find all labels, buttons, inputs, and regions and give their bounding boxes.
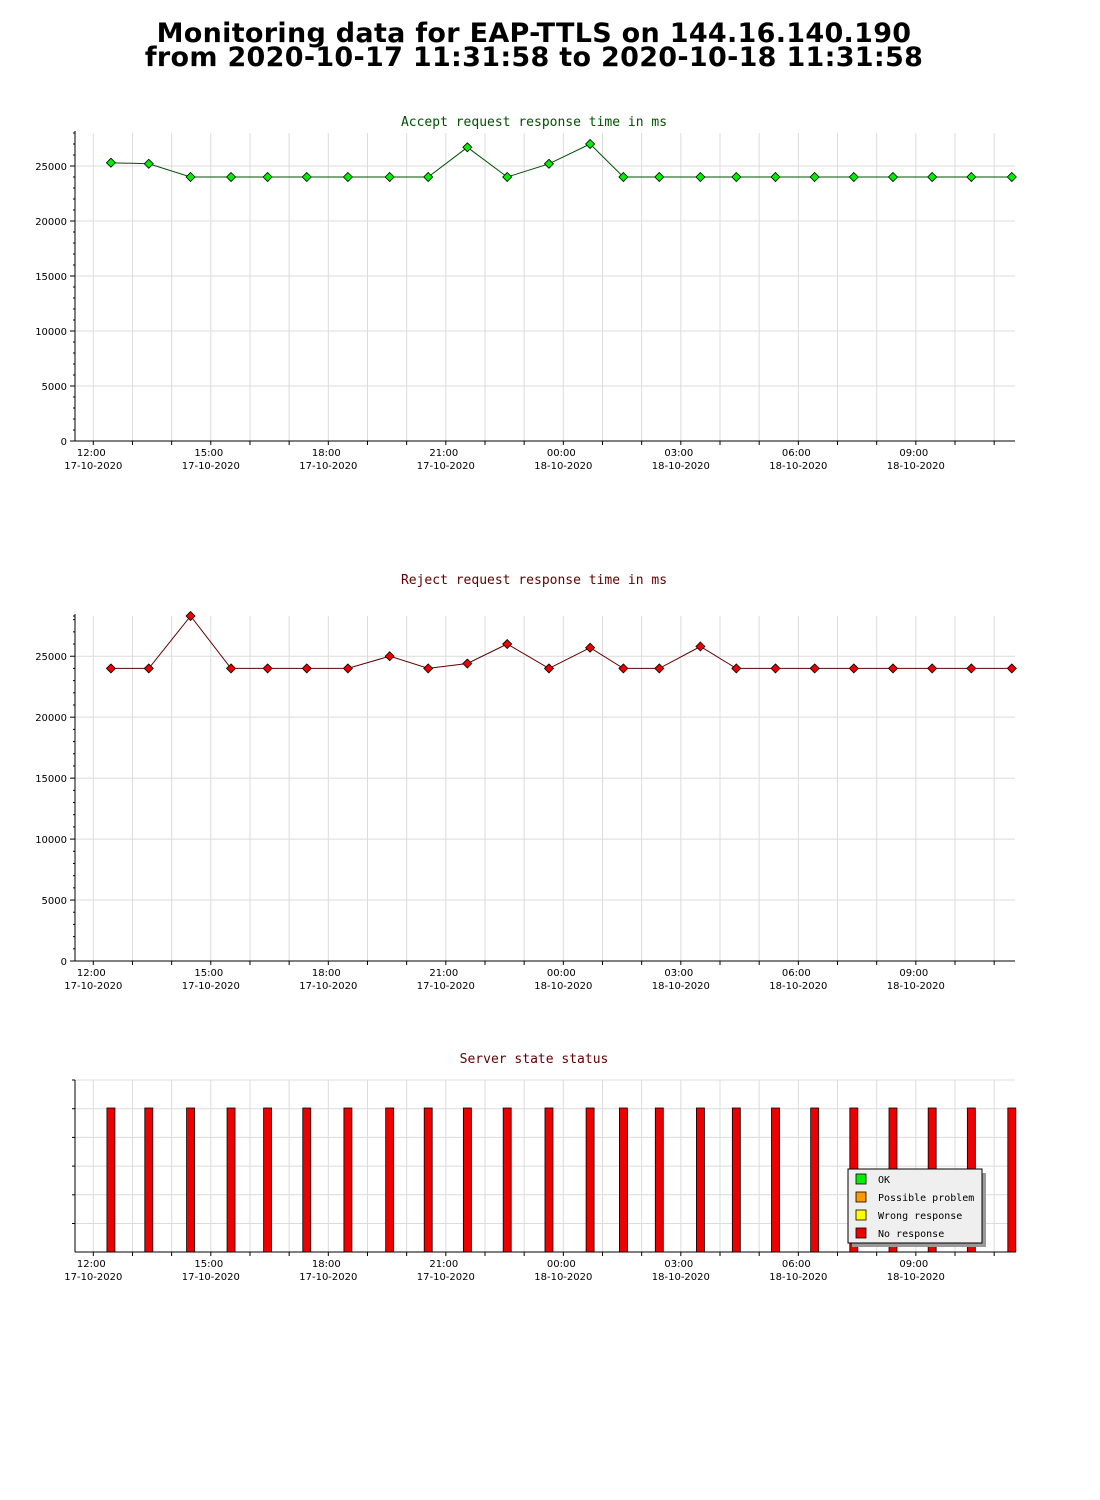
chart-title: Reject request response time in ms — [400, 573, 668, 588]
x-tick-label-time: 09:00 — [899, 448, 929, 459]
data-point — [424, 173, 433, 182]
data-point — [928, 173, 937, 182]
data-point — [967, 173, 976, 182]
x-tick-label-date: 17-10-2020 — [181, 981, 240, 992]
x-tick-label-time: 12:00 — [76, 1259, 106, 1270]
x-tick-label-time: 00:00 — [546, 968, 576, 979]
data-point — [544, 159, 553, 168]
x-tick-label-date: 17-10-2020 — [181, 1272, 240, 1283]
y-tick-label: 0 — [60, 437, 67, 448]
status-bar — [303, 1108, 311, 1252]
data-point — [263, 173, 272, 182]
x-tick-label-time: 21:00 — [429, 968, 459, 979]
x-tick-label-time: 21:00 — [429, 1259, 459, 1270]
line-chart-2 — [35, 573, 1016, 992]
x-tick-label-date: 18-10-2020 — [651, 1272, 710, 1283]
status-bar — [264, 1108, 272, 1252]
data-point — [186, 612, 195, 621]
x-tick-label-date: 18-10-2020 — [886, 461, 945, 472]
x-tick-label-time: 03:00 — [664, 1259, 694, 1270]
status-bar — [696, 1108, 704, 1252]
x-tick-label-date: 17-10-2020 — [64, 1272, 123, 1283]
x-tick-label-time: 09:00 — [899, 1259, 929, 1270]
data-point — [544, 664, 553, 673]
data-point — [586, 643, 595, 652]
x-tick-label-date: 18-10-2020 — [769, 1272, 828, 1283]
status-bar — [187, 1108, 195, 1252]
x-tick-label-date: 17-10-2020 — [416, 461, 475, 472]
x-tick-label-time: 15:00 — [194, 448, 224, 459]
data-point — [732, 173, 741, 182]
y-tick-label: 5000 — [41, 382, 67, 393]
data-point — [144, 664, 153, 673]
data-point — [463, 143, 472, 152]
x-tick-label-date: 17-10-2020 — [299, 981, 358, 992]
x-tick-label-date: 17-10-2020 — [64, 461, 123, 472]
data-point — [655, 173, 664, 182]
y-tick-label: 15000 — [35, 774, 67, 786]
x-tick-label-time: 00:00 — [546, 448, 576, 459]
data-point — [810, 173, 819, 182]
status-bar — [424, 1108, 432, 1252]
y-tick-label: 25000 — [35, 162, 67, 173]
data-point — [144, 159, 153, 168]
status-bar — [619, 1108, 627, 1252]
data-point — [227, 664, 236, 673]
chart-title: Accept request response time in ms — [400, 115, 668, 130]
data-point — [655, 664, 664, 673]
x-tick-label-time: 03:00 — [664, 968, 694, 979]
status-bar — [107, 1108, 115, 1252]
y-tick-label: 25000 — [35, 652, 67, 664]
chart-title: Server state status — [459, 1052, 609, 1067]
data-point — [696, 173, 705, 182]
x-tick-label-date: 18-10-2020 — [534, 981, 593, 992]
x-tick-label-date: 18-10-2020 — [651, 461, 710, 472]
data-point — [928, 664, 937, 673]
x-tick-label-time: 18:00 — [311, 448, 341, 459]
legend-swatch — [856, 1228, 866, 1238]
x-tick-label-date: 18-10-2020 — [651, 981, 710, 992]
data-point — [343, 173, 352, 182]
data-point — [732, 664, 741, 673]
status-bar — [811, 1108, 819, 1252]
data-point — [227, 173, 236, 182]
x-tick-label-time: 18:00 — [311, 968, 341, 979]
legend-swatch — [856, 1174, 866, 1184]
page-title-line-1: Monitoring data for EAP-TTLS on 144.16.140.190 — [156, 18, 912, 49]
status-bar — [771, 1108, 779, 1252]
data-point — [503, 173, 512, 182]
x-tick-label-time: 06:00 — [781, 1259, 811, 1270]
data-point — [343, 664, 352, 673]
status-chart — [64, 1052, 1016, 1283]
legend-label: OK — [878, 1175, 891, 1186]
status-bar — [1008, 1108, 1016, 1252]
data-point — [385, 652, 394, 661]
y-tick-label: 15000 — [35, 272, 67, 283]
y-tick-label: 0 — [60, 957, 67, 968]
page-title-line-2: from 2020-10-17 11:31:58 to 2020-10-18 11:31:58 — [144, 42, 924, 73]
x-tick-label-date: 17-10-2020 — [416, 981, 475, 992]
legend-label: Possible problem — [878, 1193, 975, 1204]
x-tick-label-time: 00:00 — [546, 1259, 576, 1270]
status-bar — [732, 1108, 740, 1252]
data-point — [696, 642, 705, 651]
data-point — [771, 173, 780, 182]
status-bar — [145, 1108, 153, 1252]
status-bar — [344, 1108, 352, 1252]
x-tick-label-date: 17-10-2020 — [181, 461, 240, 472]
data-point — [810, 664, 819, 673]
data-point — [888, 664, 897, 673]
x-tick-label-date: 17-10-2020 — [299, 461, 358, 472]
x-tick-label-date: 18-10-2020 — [769, 461, 828, 472]
x-tick-label-time: 15:00 — [194, 968, 224, 979]
x-tick-label-time: 15:00 — [194, 1259, 224, 1270]
data-point — [263, 664, 272, 673]
data-point — [424, 664, 433, 673]
x-tick-label-time: 18:00 — [311, 1259, 341, 1270]
status-bar — [545, 1108, 553, 1252]
data-point — [302, 173, 311, 182]
line-chart-1 — [35, 115, 1016, 472]
data-point — [1007, 664, 1016, 673]
x-tick-label-date: 18-10-2020 — [886, 1272, 945, 1283]
legend-label: Wrong response — [878, 1211, 963, 1222]
x-tick-label-date: 18-10-2020 — [534, 1272, 593, 1283]
y-tick-label: 10000 — [35, 327, 67, 338]
data-point — [503, 640, 512, 649]
x-tick-label-time: 06:00 — [781, 968, 811, 979]
x-tick-label-time: 12:00 — [76, 448, 106, 459]
legend-label: No response — [878, 1229, 945, 1240]
x-tick-label-time: 21:00 — [429, 448, 459, 459]
x-tick-label-date: 17-10-2020 — [416, 1272, 475, 1283]
status-bar — [227, 1108, 235, 1252]
legend-swatch — [856, 1192, 866, 1202]
data-point — [849, 664, 858, 673]
status-bar — [386, 1108, 394, 1252]
data-point — [967, 664, 976, 673]
data-point — [385, 173, 394, 182]
x-tick-label-time: 03:00 — [664, 448, 694, 459]
data-point — [771, 664, 780, 673]
status-bar — [655, 1108, 663, 1252]
x-tick-label-time: 06:00 — [781, 448, 811, 459]
data-point — [463, 659, 472, 668]
status-bar — [586, 1108, 594, 1252]
legend — [848, 1169, 986, 1247]
y-tick-label: 20000 — [35, 217, 67, 228]
data-point — [106, 664, 115, 673]
y-tick-label: 20000 — [35, 713, 67, 725]
status-bar — [463, 1108, 471, 1252]
data-point — [302, 664, 311, 673]
y-tick-label: 10000 — [35, 835, 67, 847]
x-tick-label-date: 18-10-2020 — [769, 981, 828, 992]
x-tick-label-date: 17-10-2020 — [299, 1272, 358, 1283]
status-bar — [503, 1108, 511, 1252]
x-tick-label-time: 12:00 — [76, 968, 106, 979]
x-tick-label-date: 18-10-2020 — [534, 461, 593, 472]
x-tick-label-date: 17-10-2020 — [64, 981, 123, 992]
legend-swatch — [856, 1210, 866, 1220]
data-point — [849, 173, 858, 182]
x-tick-label-time: 09:00 — [899, 968, 929, 979]
x-tick-label-date: 18-10-2020 — [886, 981, 945, 992]
data-point — [619, 664, 628, 673]
data-point — [888, 173, 897, 182]
data-point — [1007, 173, 1016, 182]
y-tick-label: 5000 — [41, 896, 67, 908]
data-point — [186, 173, 195, 182]
